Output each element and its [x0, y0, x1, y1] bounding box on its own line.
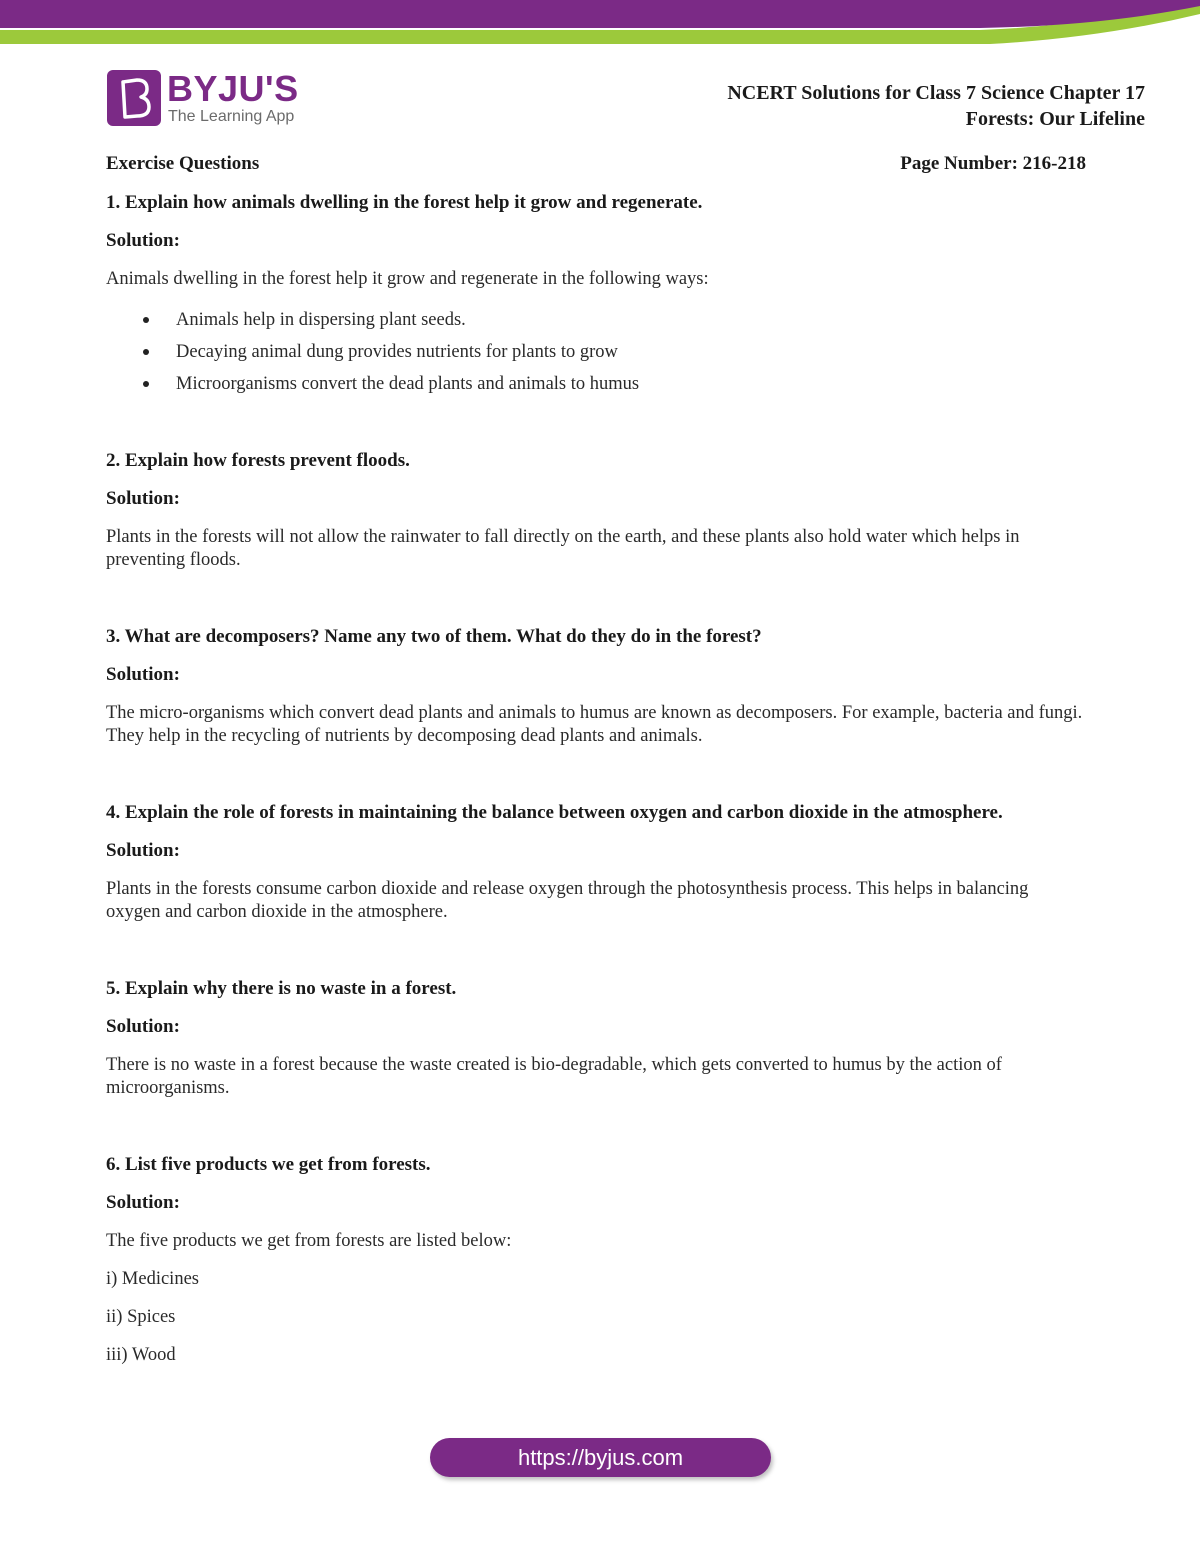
- document-body: [106, 150, 1086, 1367]
- solution-label: Solution:: [106, 230, 180, 251]
- question-text: 6. List five products we get from forests.: [106, 1154, 431, 1175]
- answer-bullet-list: [106, 308, 1086, 404]
- solution-label: Solution:: [106, 664, 180, 685]
- answer-text: The five products we get from forests are listed below:: [106, 1231, 512, 1251]
- bullet-icon: [143, 317, 149, 323]
- exercise-label: Exercise Questions: [106, 153, 260, 174]
- footer-website-link[interactable]: https://byjus.com: [430, 1438, 771, 1477]
- byjus-logo-mark: [107, 70, 161, 126]
- question-text: 3. What are decomposers? Name any two of them. What do they do in the forest?: [106, 626, 762, 647]
- list-item: Animals help in dispersing plant seeds.: [176, 308, 1086, 340]
- question-block-6: [106, 1152, 1086, 1367]
- exercise-heading-row: [106, 150, 1086, 178]
- solution-label: Solution:: [106, 1016, 180, 1037]
- byjus-logo: [107, 70, 307, 128]
- solution-label: Solution:: [106, 840, 180, 861]
- logo-tagline: The Learning App: [168, 108, 295, 125]
- answer-text: There is no waste in a forest because the waste created is bio-degradable, which gets converted to humus by the action of microorganisms.: [106, 1055, 1002, 1098]
- list-item: i) Medicines: [106, 1269, 199, 1289]
- logo-brand-text: BYJU'S: [167, 68, 299, 109]
- question-block-5: [106, 976, 1086, 1100]
- answer-text: Animals dwelling in the forest help it grow and regenerate in the following ways:: [106, 269, 709, 289]
- bullet-icon: [143, 381, 149, 387]
- list-item: ii) Spices: [106, 1307, 176, 1327]
- solution-label: Solution:: [106, 1192, 180, 1213]
- list-item: Decaying animal dung provides nutrients for plants to grow: [176, 340, 1086, 372]
- answer-text: Plants in the forests consume carbon dioxide and release oxygen through the photosynthesis process. This helps in balancing oxygen and carbon dioxide in the atmosphere.: [106, 879, 1029, 922]
- question-block-2: [106, 448, 1086, 572]
- bullet-icon: [143, 349, 149, 355]
- header-decoration-band: [0, 0, 1200, 46]
- page-number: Page Number: 216-218: [900, 153, 1086, 174]
- document-header: [727, 80, 1145, 132]
- list-item: Microorganisms convert the dead plants and animals to humus: [176, 372, 1086, 404]
- solution-label: Solution:: [106, 488, 180, 509]
- answer-text: The micro-organisms which convert dead plants and animals to humus are known as decomposers. For example, bacteria and fungi. They help in the recycling of nutrients by decomposing dead plants and animals.: [106, 703, 1083, 746]
- question-text: 1. Explain how animals dwelling in the forest help it grow and regenerate.: [106, 192, 703, 213]
- question-block-3: [106, 624, 1086, 748]
- list-item: iii) Wood: [106, 1345, 176, 1365]
- question-block-1: [106, 190, 1086, 404]
- header-title-line1: NCERT Solutions for Class 7 Science Chapter 17: [727, 82, 1145, 104]
- header-title-line2: Forests: Our Lifeline: [965, 108, 1145, 130]
- question-text: 5. Explain why there is no waste in a forest.: [106, 978, 457, 999]
- question-text: 2. Explain how forests prevent floods.: [106, 450, 410, 471]
- question-block-4: [106, 800, 1086, 924]
- question-text: 4. Explain the role of forests in maintaining the balance between oxygen and carbon dioxide in the atmosphere.: [106, 802, 1003, 823]
- answer-text: Plants in the forests will not allow the rainwater to fall directly on the earth, and these plants also hold water which helps in preventing floods.: [106, 527, 1020, 570]
